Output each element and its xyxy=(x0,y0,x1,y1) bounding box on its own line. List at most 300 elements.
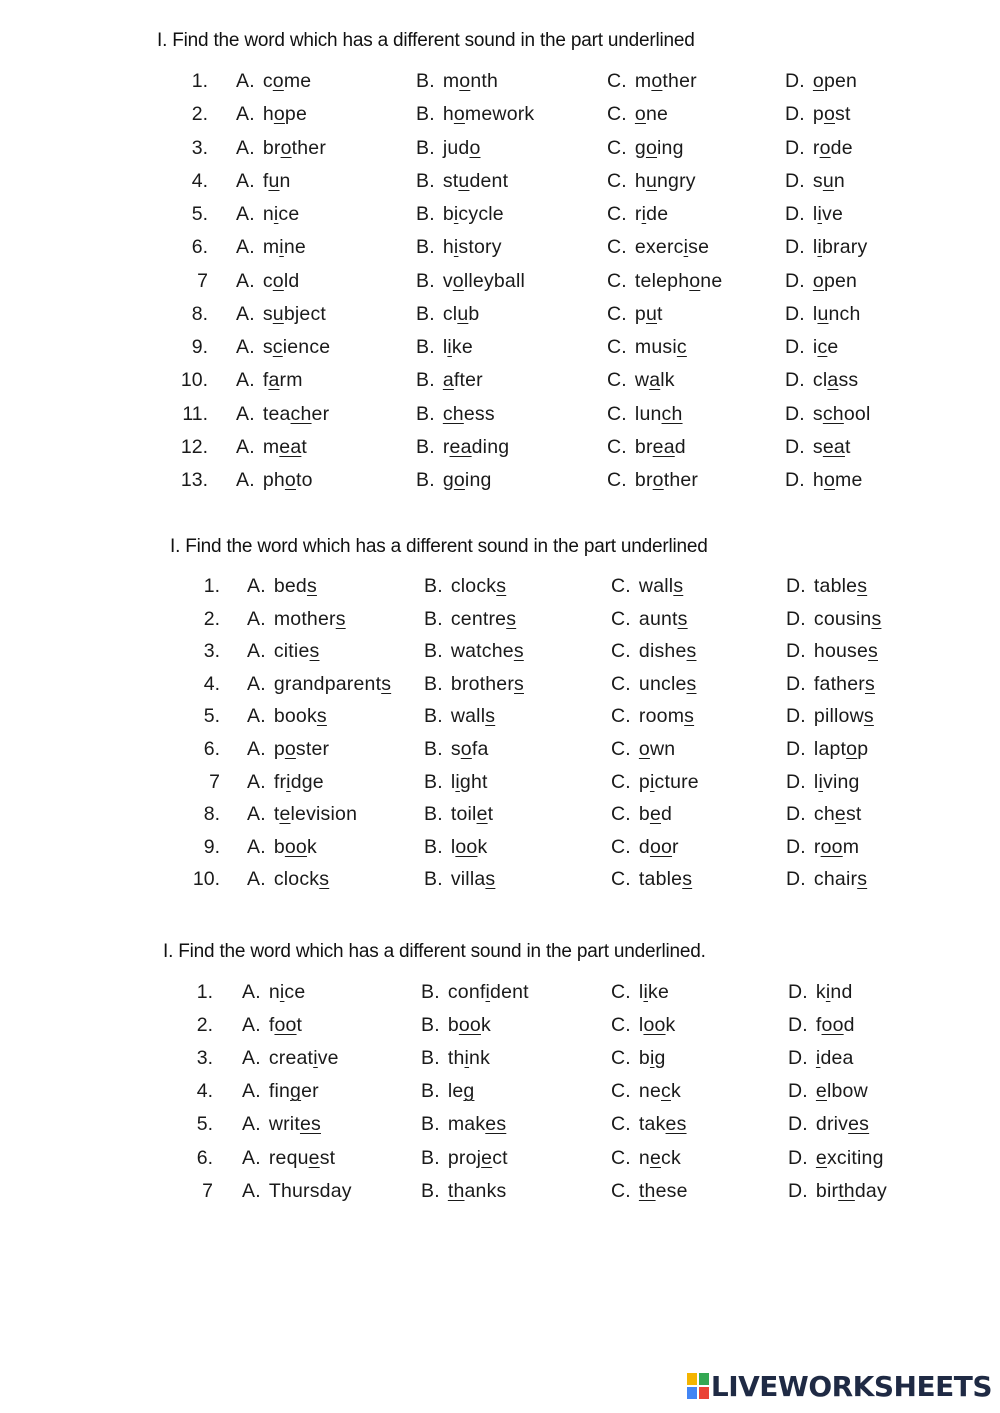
question-row xyxy=(0,203,1000,233)
option-letter: B. xyxy=(424,868,443,891)
option-letter: A. xyxy=(242,1047,261,1070)
word-prefix: f xyxy=(815,1014,822,1037)
word-suffix: dent xyxy=(490,981,529,1003)
word-prefix: r xyxy=(634,203,642,225)
word-suffix: anks xyxy=(464,1179,507,1202)
underlined-part: e xyxy=(476,803,488,826)
option-letter: D. xyxy=(785,402,805,425)
option-letter: C. xyxy=(611,1014,631,1037)
word-suffix: cycle xyxy=(458,203,504,225)
option-word xyxy=(816,1047,854,1069)
option-word xyxy=(814,738,868,760)
option-a xyxy=(242,1080,319,1103)
word-prefix: g xyxy=(634,136,646,159)
underlined-part: i xyxy=(649,770,655,793)
option-word xyxy=(269,1180,352,1202)
option-c xyxy=(611,1180,688,1203)
word-prefix: jud xyxy=(442,136,470,159)
question-row xyxy=(0,137,1000,167)
underlined-part: s xyxy=(309,640,320,663)
option-a xyxy=(236,270,299,293)
option-b xyxy=(421,1113,506,1136)
option-letter: C. xyxy=(607,369,627,392)
underlined-part: o xyxy=(638,738,650,760)
word-prefix: h xyxy=(262,103,274,126)
word-prefix: chair xyxy=(813,868,858,891)
option-c xyxy=(611,608,688,631)
word-prefix: m xyxy=(262,435,280,458)
underlined-part: es xyxy=(299,1113,321,1136)
option-b xyxy=(421,981,529,1004)
option-a xyxy=(242,1047,339,1070)
question-number: 10. xyxy=(192,868,220,891)
word-prefix: h xyxy=(442,236,454,259)
option-word xyxy=(443,270,525,292)
option-a xyxy=(247,608,346,631)
word-prefix: exerc xyxy=(634,236,684,259)
option-word xyxy=(816,981,853,1003)
option-letter: A. xyxy=(247,672,266,695)
word-prefix: grandparent xyxy=(273,672,382,695)
option-word xyxy=(443,236,502,258)
word-suffix: ing xyxy=(657,136,684,159)
word-prefix: h xyxy=(634,169,646,192)
word-prefix: tak xyxy=(638,1113,666,1136)
word-prefix: p xyxy=(634,302,646,325)
word-prefix: g xyxy=(442,469,454,491)
question-number: 1. xyxy=(191,70,208,92)
option-letter: A. xyxy=(247,868,266,891)
word-suffix: ce xyxy=(284,981,306,1003)
option-b xyxy=(416,369,483,392)
option-word xyxy=(813,270,857,292)
question-row xyxy=(0,1113,1000,1143)
option-b xyxy=(424,868,495,891)
option-letter: B. xyxy=(424,672,443,695)
underlined-part: s xyxy=(863,705,874,728)
underlined-part: c xyxy=(676,336,687,358)
question-number: 2. xyxy=(203,607,220,630)
option-word xyxy=(813,469,863,491)
word-suffix: me xyxy=(835,469,863,491)
underlined-part: o xyxy=(284,469,296,491)
question-number: 4. xyxy=(191,169,208,192)
underlined-part: a xyxy=(442,369,454,392)
option-c xyxy=(607,303,663,326)
option-word xyxy=(639,1147,681,1169)
word-prefix: mak xyxy=(447,1113,486,1136)
option-word xyxy=(635,270,722,292)
option-d xyxy=(785,303,861,326)
word-suffix: pen xyxy=(823,269,858,292)
section-heading: I. Find the word which has a different sound in the part underlined xyxy=(157,30,695,51)
option-a xyxy=(236,336,330,359)
option-word xyxy=(443,203,504,225)
word-prefix: f xyxy=(262,369,269,392)
underlined-part: c xyxy=(661,1080,671,1103)
question-number: 6. xyxy=(196,1146,213,1169)
word-prefix: s xyxy=(450,738,461,760)
option-letter: A. xyxy=(247,835,266,858)
word-prefix: father xyxy=(813,672,865,695)
option-letter: B. xyxy=(416,70,435,92)
question-number: 5. xyxy=(196,1113,213,1136)
underlined-part: s xyxy=(319,868,330,891)
question-number: 9. xyxy=(203,835,220,858)
option-b xyxy=(416,203,504,226)
word-suffix: ve xyxy=(317,1047,339,1070)
word-prefix: n xyxy=(268,981,280,1003)
word-prefix: t xyxy=(273,803,280,826)
option-word xyxy=(274,640,320,662)
underlined-part: o xyxy=(284,738,296,760)
question-number: 7 xyxy=(197,269,208,292)
option-b xyxy=(421,1147,508,1170)
option-word xyxy=(814,673,875,695)
underlined-part: o xyxy=(812,269,824,292)
underlined-part: c xyxy=(817,336,828,358)
word-prefix: l xyxy=(450,835,456,858)
option-d xyxy=(786,738,868,761)
option-letter: A. xyxy=(236,336,255,358)
word-suffix: bject xyxy=(283,302,327,325)
underlined-part: s xyxy=(496,575,507,597)
option-letter: A. xyxy=(242,1014,261,1037)
word-suffix: t xyxy=(301,435,307,458)
word-prefix: wall xyxy=(450,705,486,728)
option-c xyxy=(607,203,668,226)
underlined-part: e xyxy=(649,1146,661,1169)
word-prefix: f xyxy=(262,169,269,192)
option-letter: C. xyxy=(611,640,631,663)
word-prefix: n xyxy=(638,1146,650,1169)
underlined-part: i xyxy=(818,770,823,793)
option-b xyxy=(416,170,508,193)
word-prefix: b xyxy=(273,835,285,858)
option-c xyxy=(607,469,698,492)
option-word xyxy=(814,575,867,597)
underlined-part: s xyxy=(673,575,684,597)
option-word xyxy=(263,137,326,159)
option-letter: A. xyxy=(242,1113,261,1136)
word-suffix: ool xyxy=(843,402,871,425)
option-letter: B. xyxy=(416,336,435,358)
option-word xyxy=(635,70,697,92)
underlined-part: o xyxy=(652,469,664,491)
word-prefix: conf xyxy=(447,981,486,1003)
question-row xyxy=(0,608,1000,638)
option-word xyxy=(269,1113,321,1135)
option-letter: B. xyxy=(421,1179,440,1202)
option-d xyxy=(785,103,851,126)
word-suffix: ience xyxy=(282,336,331,358)
option-c xyxy=(611,1047,666,1070)
underlined-part: es xyxy=(485,1113,507,1136)
option-d xyxy=(788,1047,854,1070)
word-prefix: le xyxy=(447,1080,464,1103)
option-word xyxy=(813,403,871,425)
option-letter: B. xyxy=(421,981,440,1003)
word-prefix: tea xyxy=(262,402,291,425)
underlined-part: o xyxy=(469,136,481,159)
option-letter: C. xyxy=(607,70,627,92)
option-letter: C. xyxy=(611,607,631,630)
option-c xyxy=(611,836,679,859)
underlined-part: o xyxy=(459,70,471,92)
word-prefix: lapt xyxy=(813,738,847,760)
underlined-part: o xyxy=(823,103,835,126)
option-d xyxy=(785,70,857,93)
word-suffix: nch xyxy=(828,302,861,325)
option-a xyxy=(247,836,317,859)
option-word xyxy=(443,436,509,458)
option-letter: C. xyxy=(611,835,631,858)
underlined-part: i xyxy=(825,981,831,1003)
option-c xyxy=(607,103,668,126)
option-letter: D. xyxy=(786,705,806,728)
question-row xyxy=(0,270,1000,300)
option-letter: B. xyxy=(424,738,443,760)
option-word xyxy=(448,1014,491,1036)
option-c xyxy=(607,336,687,359)
option-b xyxy=(424,705,495,728)
option-word xyxy=(814,868,867,890)
underlined-part: oo xyxy=(284,835,307,858)
option-word xyxy=(263,303,326,325)
option-word xyxy=(263,236,306,258)
underlined-part: th xyxy=(638,1179,656,1202)
option-word xyxy=(814,640,878,662)
option-word xyxy=(639,1047,666,1069)
word-suffix: ke xyxy=(648,981,669,1003)
word-prefix: room xyxy=(638,705,685,728)
option-word xyxy=(448,1047,490,1069)
liveworksheets-logo xyxy=(687,1369,992,1403)
option-letter: B. xyxy=(421,1014,440,1037)
option-letter: B. xyxy=(416,269,435,292)
question-row xyxy=(0,70,1000,100)
underlined-part: e xyxy=(481,1146,493,1169)
word-suffix: brary xyxy=(822,236,868,259)
option-word xyxy=(263,336,331,358)
option-a xyxy=(236,303,326,326)
option-b xyxy=(416,103,534,126)
word-suffix: b xyxy=(468,302,480,325)
underlined-part: oo xyxy=(458,1014,481,1037)
option-word xyxy=(813,303,861,325)
option-word xyxy=(639,608,688,630)
option-a xyxy=(236,170,291,193)
option-d xyxy=(786,673,875,696)
word-suffix: ding xyxy=(471,435,510,458)
option-letter: A. xyxy=(247,640,266,663)
word-suffix: ct xyxy=(492,1146,508,1169)
underlined-part: o xyxy=(460,738,472,760)
option-b xyxy=(416,270,525,293)
word-prefix: b xyxy=(447,1014,459,1037)
option-word xyxy=(451,836,488,858)
underlined-part: g xyxy=(290,1080,302,1103)
option-a xyxy=(247,868,329,891)
option-d xyxy=(788,981,853,1004)
option-c xyxy=(607,270,722,293)
word-prefix: ch xyxy=(813,803,835,826)
underlined-part: oo xyxy=(643,1014,666,1037)
word-prefix: uncle xyxy=(638,672,687,695)
word-prefix: l xyxy=(813,770,819,793)
word-suffix: k xyxy=(670,1080,681,1103)
underlined-part: oo xyxy=(455,835,478,858)
word-prefix: h xyxy=(442,103,454,126)
word-suffix: ese xyxy=(655,1179,688,1202)
option-word xyxy=(639,1180,688,1202)
option-letter: D. xyxy=(785,435,805,458)
option-letter: A. xyxy=(247,607,266,630)
underlined-part: i xyxy=(313,1047,318,1070)
underlined-part: s xyxy=(864,672,875,695)
option-b xyxy=(416,336,473,359)
word-prefix: creat xyxy=(268,1047,314,1070)
option-letter: A. xyxy=(242,981,261,1003)
word-prefix: clock xyxy=(450,575,497,597)
underlined-part: u xyxy=(822,169,834,192)
underlined-part: i xyxy=(683,236,689,259)
question-row xyxy=(0,836,1000,866)
option-word xyxy=(816,1180,887,1202)
option-word xyxy=(269,1014,302,1036)
underlined-part: s xyxy=(684,705,695,728)
option-word xyxy=(635,236,709,258)
word-suffix: ing xyxy=(464,469,492,491)
option-word xyxy=(814,803,862,825)
option-d xyxy=(788,1014,855,1037)
underlined-part: es xyxy=(665,1113,687,1136)
word-prefix: requ xyxy=(268,1146,309,1169)
option-word xyxy=(635,403,683,425)
question-row xyxy=(0,303,1000,333)
word-prefix: s xyxy=(812,435,823,458)
option-word xyxy=(263,469,313,491)
word-prefix: mother xyxy=(273,607,336,630)
option-letter: D. xyxy=(785,136,805,159)
option-c xyxy=(611,1113,687,1136)
underlined-part: u xyxy=(268,169,280,192)
option-a xyxy=(236,403,329,426)
underlined-part: i xyxy=(286,770,291,793)
option-letter: A. xyxy=(236,469,255,491)
underlined-part: s xyxy=(686,640,697,663)
option-a xyxy=(242,1014,302,1037)
option-letter: D. xyxy=(785,70,805,92)
underlined-part: u xyxy=(272,302,284,325)
option-word xyxy=(443,70,498,92)
underlined-part: e xyxy=(815,1080,827,1103)
option-letter: B. xyxy=(421,1047,440,1070)
word-suffix: ght xyxy=(459,770,488,793)
word-prefix: cl xyxy=(812,369,828,392)
option-word xyxy=(448,1147,508,1169)
option-word xyxy=(451,575,506,597)
option-d xyxy=(786,640,878,663)
option-c xyxy=(611,803,672,826)
word-suffix: day xyxy=(854,1179,887,1202)
word-suffix: pen xyxy=(823,70,858,92)
option-letter: D. xyxy=(785,469,805,491)
underlined-part: a xyxy=(827,369,839,392)
word-prefix: k xyxy=(815,981,826,1003)
word-suffix: ther xyxy=(662,70,697,92)
word-suffix: k xyxy=(477,835,488,858)
word-prefix: th xyxy=(447,1047,465,1070)
question-row xyxy=(0,705,1000,735)
word-suffix: me xyxy=(283,70,312,92)
underlined-part: o xyxy=(273,103,285,126)
option-b xyxy=(424,803,493,826)
question-number: 11. xyxy=(182,402,208,425)
option-letter: D. xyxy=(785,369,805,392)
word-prefix: ph xyxy=(262,469,285,491)
option-word xyxy=(639,640,697,662)
word-suffix: r xyxy=(672,835,679,858)
word-prefix: centre xyxy=(450,607,507,630)
option-c xyxy=(607,436,686,459)
option-letter: D. xyxy=(785,103,805,126)
underlined-part: s xyxy=(868,640,878,663)
option-d xyxy=(785,403,870,426)
word-suffix: er xyxy=(301,1080,319,1103)
word-suffix: to xyxy=(295,469,313,491)
word-prefix: proj xyxy=(447,1146,482,1169)
underlined-part: s xyxy=(335,607,346,630)
word-prefix: s xyxy=(812,169,823,192)
option-b xyxy=(424,575,506,598)
word-prefix: v xyxy=(442,269,453,292)
option-a xyxy=(247,640,319,663)
word-prefix: p xyxy=(812,103,824,126)
word-suffix: lk xyxy=(660,369,675,392)
word-suffix: ke xyxy=(451,336,473,358)
option-letter: B. xyxy=(424,575,443,597)
option-c xyxy=(607,236,709,259)
question-number: 13. xyxy=(180,469,208,491)
option-letter: D. xyxy=(786,835,806,858)
option-d xyxy=(786,705,874,728)
option-letter: D. xyxy=(785,236,805,259)
question-number: 10. xyxy=(180,369,208,392)
option-d xyxy=(788,1147,884,1170)
underlined-part: i xyxy=(447,336,452,358)
word-prefix: bed xyxy=(273,575,307,597)
question-row xyxy=(0,103,1000,133)
underlined-part: ch xyxy=(661,402,683,425)
word-suffix: nk xyxy=(469,1047,491,1070)
word-suffix: ve xyxy=(822,203,843,225)
word-prefix: r xyxy=(812,136,820,159)
option-letter: D. xyxy=(785,336,805,358)
question-number: 9. xyxy=(191,336,208,358)
option-word xyxy=(813,170,845,192)
word-prefix: s xyxy=(262,302,273,325)
word-suffix: ther xyxy=(291,136,327,159)
option-letter: A. xyxy=(247,770,266,793)
option-a xyxy=(247,673,391,696)
underlined-part: ch xyxy=(290,402,312,425)
option-letter: D. xyxy=(786,868,806,891)
option-letter: C. xyxy=(611,1113,631,1136)
option-letter: C. xyxy=(607,336,627,358)
option-b xyxy=(421,1047,490,1070)
question-row xyxy=(0,1080,1000,1110)
